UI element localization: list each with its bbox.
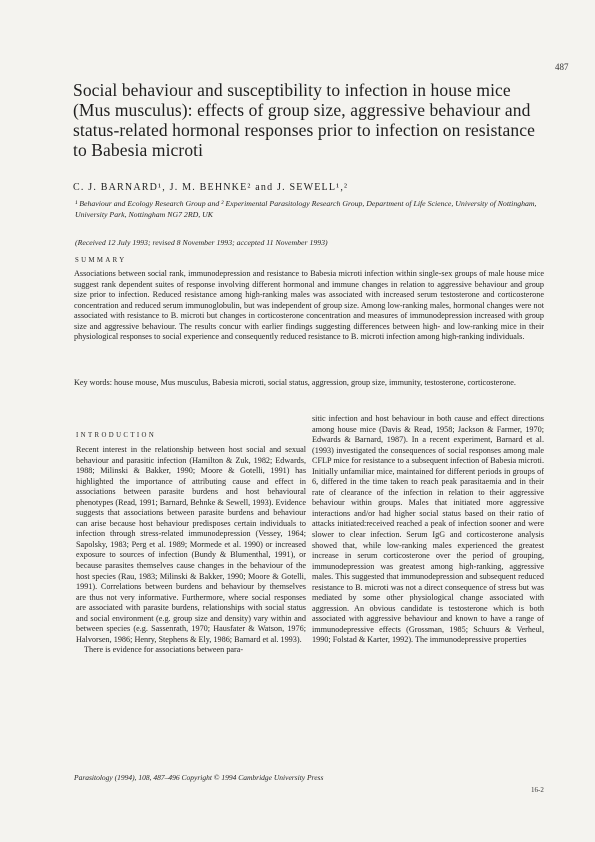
introduction-heading: INTRODUCTION — [76, 432, 157, 439]
intro-paragraph-2-continued: sitic infection and host behaviour in both cause and effect directions among house mice (Davis & Read, 1958; Jackson & Farmer, 1970; Edwards & Barnard, 1987). In a recent experiment, Barnard et al. (1993) investigated the consequences of social responses among male CFLP mice for resistance to a subsequent infection of Babesia microti. Initially unfamiliar mice, maintained for different periods in groups of 6, differed in the time taken to reach peak parasitaemia and in their rate of clearance of the infection in relation to their aggressive behaviour within groups. Males that initiated more aggressive interactions and/or had higher social status based on their ratio of attacks initiated:received reached a peak of infection sooner and were slower to clear infection. Serum IgG and corticosterone analysis showed that, while low-ranking males experienced the greatest increase in serum corticosterone over the period of grouping, immunodepression was greatest among high-ranking, aggressive males. This suggested that immunodepression and subsequent reduced resistance to B. microti was not a direct consequence of stress but was mediated by some other physiological change associated with aggression. An obvious candidate is testosterone which is both associated with aggressive behaviour and known to have a range of immunodepressive effects (Grossman, 1985; Schuurs & Verheul, 1990; Folstad & Karter, 1992). The immunodepressive properties — [312, 414, 544, 645]
left-column — [76, 432, 306, 656]
abstract-text: Associations between social rank, immunodepression and resistance to Babesia microti infection within single-sex groups of male house mice suggest rank dependent suites of response involving different hormonal and immune changes in relation to aggressive behaviour and group size prior to infection. Reduced resistance among high-ranking males was associated with increased serum testosterone and corticosterone concentration and reduced serum immunoglobulin, but was independent of group size. Among low-ranking males, hormonal changes were not associated with resistance to B. microti but changes in corticosterone concentration and measures of immunodepression increased with group size and aggressive behaviour. The results concur with earlier findings suggesting differences between high- and low-ranking mice in their physiological responses to social experience and consequently reduced resistance to B. microti infection among high-ranking individuals. — [74, 269, 544, 341]
received-dates: (Received 12 July 1993; revised 8 November 1993; accepted 11 November 1993) — [75, 238, 328, 247]
article-title: Social behaviour and susceptibility to infection in house mice (Mus musculus): effects of group size, aggressive behaviour and status-related hormonal responses prior to infection on resistance to Babesia microti — [73, 80, 535, 160]
intro-paragraph-2: There is evidence for associations between para- — [84, 645, 244, 655]
author-affiliation: ¹ Behaviour and Ecology Research Group and ² Experimental Parasitology Research Group, Department of Life Science, University of Nottingham, University Park, Nottingham NG7 2RD, UK — [75, 199, 537, 219]
journal-citation: Parasitology (1994), 108, 487–496 Copyright © 1994 Cambridge University Press — [74, 773, 324, 782]
right-column — [312, 414, 544, 646]
author-list: C. J. BARNARD¹, J. M. BEHNKE² and J. SEWELL¹,² — [73, 182, 349, 193]
page-number: 487 — [555, 62, 569, 72]
keywords: Key words: house mouse, Mus musculus, Babesia microti, social status, aggression, group size, immunity, testosterone, corticosterone. — [74, 378, 516, 387]
summary-heading: SUMMARY — [75, 257, 127, 264]
intro-paragraph-1: Recent interest in the relationship between host social and sexual behaviour and parasitic infection (Hamilton & Zuk, 1982; Edwards, 1988; Milinski & Bakker, 1990; Moore & Gotelli, 1991) has highlighted the importance of attributing cause and effect in associations between parasite burdens and host behavioural phenotypes (Read, 1991; Barnard, Behnke & Sewell, 1993). Evidence suggests that associations between parasite burdens and behaviour can arise because host behaviour predisposes certain individuals to infection through stress-related immunodepression (Vessey, 1964; Sapolsky, 1983; Perg et al. 1989; Mormede et al. 1990) or increased exposure to sources of infection (Bundy & Blumenthal, 1991), or because parasites themselves cause changes in the behaviour of the host species (Rau, 1983; Milinski & Bakker, 1990; Moore & Gotelli, 1991). Correlations between burdens and behaviour by themselves are thus not very informative. Furthermore, where social responses are associated with parasite burdens, relationships with social status and social environment (e.g. group size and density) vary within and between species (e.g. Sassenrath, 1970; Hausfater & Watson, 1976; Halvorsen, 1986; Henry, Stephens & Ely, 1986; Barnard et al. 1993). — [76, 445, 306, 644]
footer-code: 16-2 — [531, 786, 544, 794]
